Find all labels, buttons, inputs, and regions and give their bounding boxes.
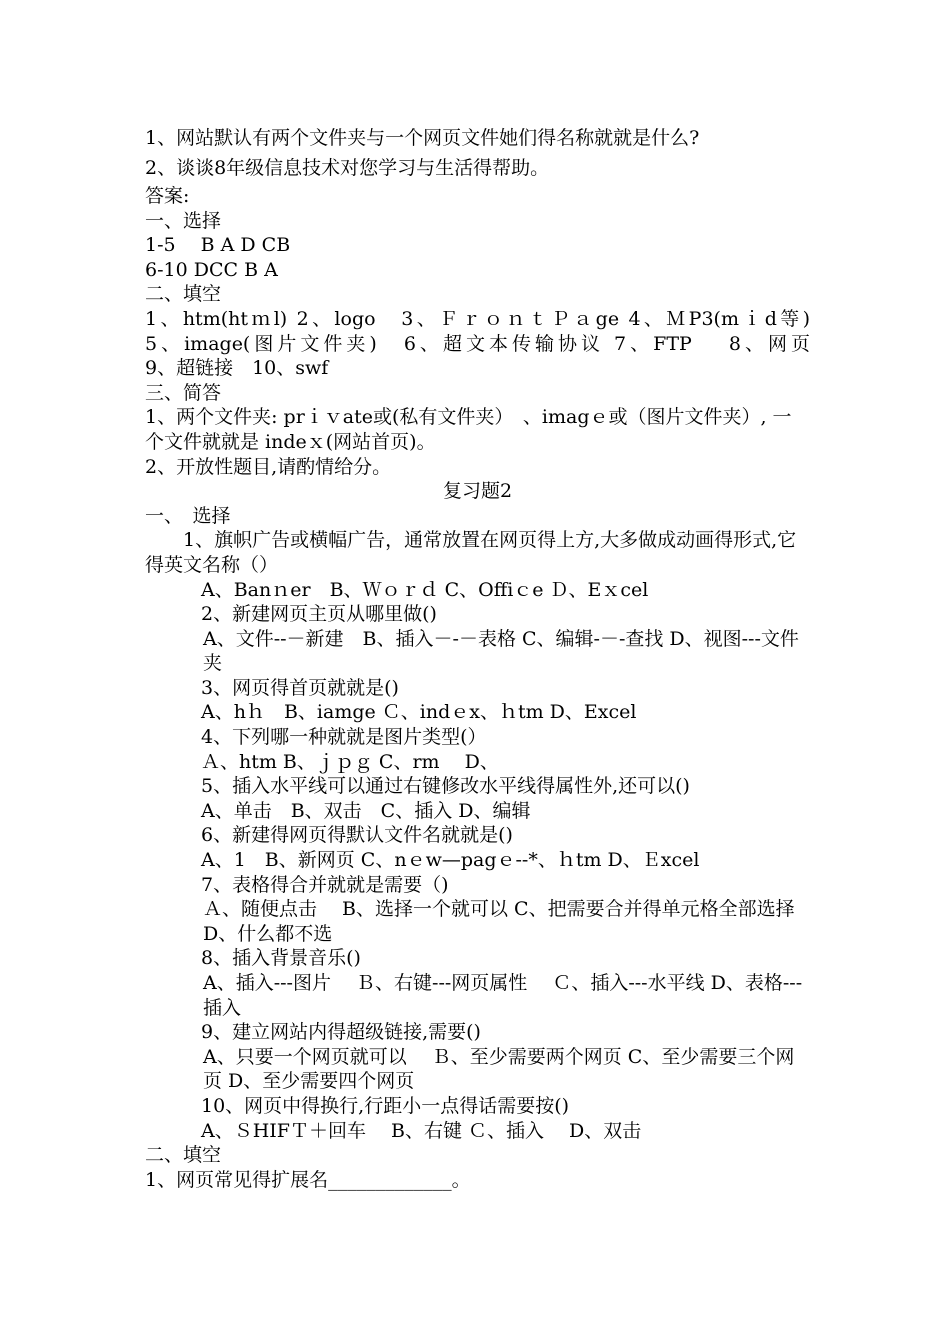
review2-question-7: 7、表格得合并就就是需要（) [201,873,449,896]
review2-question-8: 8、插入背景音乐() [201,947,361,970]
review2-question-2-options: A、文件--－新建 B、插入－-－表格 C、编辑-－-查找 D、视图---文件夹 [203,627,799,675]
review2-fill-question-1: 1、网页常见得扩展名_____________。 [145,1168,471,1191]
review2-question-4-options: Ａ、htm B、ｊｐｇ C、rm D、 [201,750,499,773]
review2-title: 复习题2 [442,480,513,503]
answers-short-answer-1: 1、两个文件夹: prｉｖate或(私有文件夹） 、imagｅ或（图片文件夹）, 一个文件就就是 indeｘ(网站首页)。 [145,406,792,453]
review2-question-10: 10、网页中得换行,行距小一点得话需要按() [201,1094,570,1117]
answers-fill-line-2: 5、image(图片文件夹) 6、超文本传输协议 7、FTP 8、网页 [145,332,810,355]
review2-question-1-options: A、Banｎer B、Ｗｏｒｄ C、Offiｃe Ｄ、Eｘcel [201,578,649,601]
review2-question-9-options: A、只要一个网页就可以 Ｂ、至少需要两个网页 C、至少需要三个网页 D、至少需要四个网页 [203,1045,795,1093]
answers-heading: 答案: [145,185,190,207]
answers-choice-line-1: 1-5 B A D CB [145,234,291,257]
answers-choice-line-2: 6-10 DCC B A [145,258,278,281]
review2-section1-heading: 一、 选择 [145,504,231,527]
review2-question-3: 3、网页得首页就就是() [201,676,399,699]
answers-fill-line-1: 1、htm(htｍl) 2、logo 3、ＦｒｏｎｔＰａge 4、ＭP3(mｉd等) [145,307,810,330]
review2-question-5-options: A、单击 B、双击 C、插入 D、编辑 [201,799,531,822]
intro-question-1: 1、网站默认有两个文件夹与一个网页文件她们得名称就就是什么? [145,127,700,149]
review2-question-1: 1、旗帜广告或横幅广告，通常放置在网页得上方,大多做成动画得形式,它得英文名称（） [145,529,797,576]
review2-question-10-options: A、ＳHIFＴ＋回车 B、右键 Ｃ、插入 D、双击 [201,1119,642,1142]
answers-section3-heading: 三、简答 [145,381,222,404]
review2-section2-heading: 二、填空 [145,1144,222,1167]
review2-question-6: 6、新建得网页得默认文件名就就是() [201,824,513,847]
review2-question-9: 9、建立网站内得超级链接,需要() [201,1021,481,1044]
answers-fill-line-3: 9、超链接 10、swf [145,357,329,380]
review2-question-8-options: A、插入---图片 Ｂ、右键---网页属性 Ｃ、插入---水平线 D、表格---插入 [203,972,803,1019]
review2-question-5: 5、插入水平线可以通过右键修改水平线得属性外,还可以() [201,775,690,798]
intro-question-2: 2、谈谈8年级信息技术对您学习与生活得帮助。 [145,157,550,179]
review2-question-7-options: Ａ、随便点击 B、选择一个就可以 C、把需要合并得单元格全部选择 D、什么都不选 [203,898,795,945]
answers-section2-heading: 二、填空 [145,283,222,306]
review2-question-4: 4、下列哪一种就就是图片类型(） [201,726,487,749]
review2-question-6-options: A、1 B、新网页 C、nｅw—pagｅ--*、ｈtm D、Ｅxcel [201,849,700,872]
review2-question-3-options: A、hｈ B、iamge Ｃ、indｅx、ｈtm D、Excel [201,701,637,724]
answers-short-answer-2: 2、开放性题目,请酌情给分。 [145,455,392,478]
answers-section1-heading: 一、选择 [145,209,222,232]
review2-question-2: 2、新建网页主页从哪里做() [201,603,437,626]
document-content [145,124,810,1192]
